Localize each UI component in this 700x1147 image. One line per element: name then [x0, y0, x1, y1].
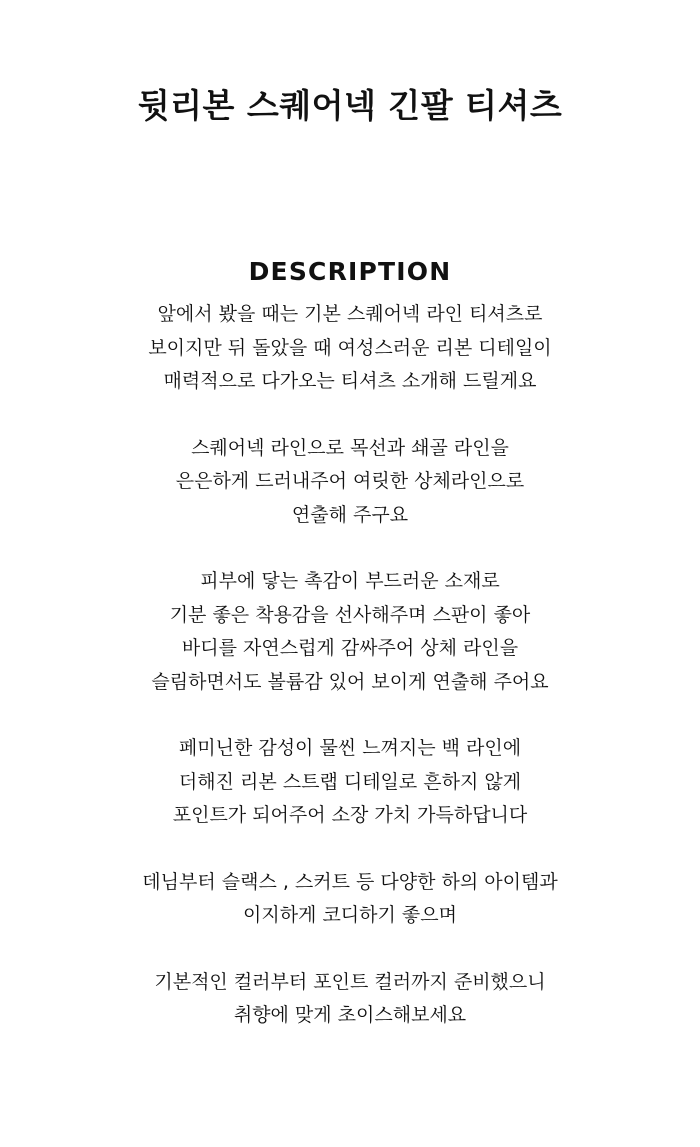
- description-paragraph: [0, 866, 700, 933]
- product-title: 뒷리본 스퀘어넥 긴팔 티셔츠: [137, 86, 563, 126]
- description-line: 앞에서 봤을 때는 기본 스퀘어넥 라인 티셔츠로: [157, 303, 543, 325]
- description-line: 피부에 닿는 촉감이 부드러운 소재로: [200, 570, 500, 592]
- description-paragraph: [0, 565, 700, 699]
- description-paragraph: [0, 298, 700, 399]
- description-line: 기본적인 컬러부터 포인트 컬러까지 준비했으니: [154, 970, 546, 993]
- description-line: 데님부터 슬랙스 , 스커트 등 다양한 하의 아이템과: [142, 870, 558, 893]
- description-line: 기분 좋은 착용감을 선사해주며 스판이 좋아: [169, 603, 531, 626]
- description-line: 취향에 맞게 초이스해보세요: [233, 1004, 467, 1026]
- description-heading: DESCRIPTION: [248, 256, 452, 286]
- description-line: 이지하게 코디하기 좋으며: [243, 904, 457, 926]
- description-line: 포인트가 되어주어 소장 가치 가득하답니다: [172, 804, 528, 826]
- description-line: 바디를 자연스럽게 감싸주어 상체 라인을: [181, 637, 519, 659]
- description-line: 연출해 주구요: [291, 503, 409, 526]
- description-line: 보이지만 뒤 돌았을 때 여성스러운 리본 디테일이: [148, 336, 552, 359]
- description-line: 더해진 리본 스트랩 디테일로 흔하지 않게: [178, 770, 522, 793]
- description-body: [0, 298, 700, 1066]
- description-paragraph: [0, 732, 700, 833]
- description-paragraph: [0, 432, 700, 533]
- description-paragraph: [0, 966, 700, 1033]
- description-line: 페미닌한 감성이 물씬 느껴지는 백 라인에: [178, 737, 522, 759]
- description-line: 슬림하면서도 볼륨감 있어 보이게 연출해 주어요: [151, 670, 549, 693]
- description-line: 매력적으로 다가오는 티셔츠 소개해 드릴게요: [163, 370, 537, 392]
- description-line: 은은하게 드러내주어 여릿한 상체라인으로: [175, 470, 525, 492]
- description-line: 스퀘어넥 라인으로 목선과 쇄골 라인을: [191, 436, 509, 459]
